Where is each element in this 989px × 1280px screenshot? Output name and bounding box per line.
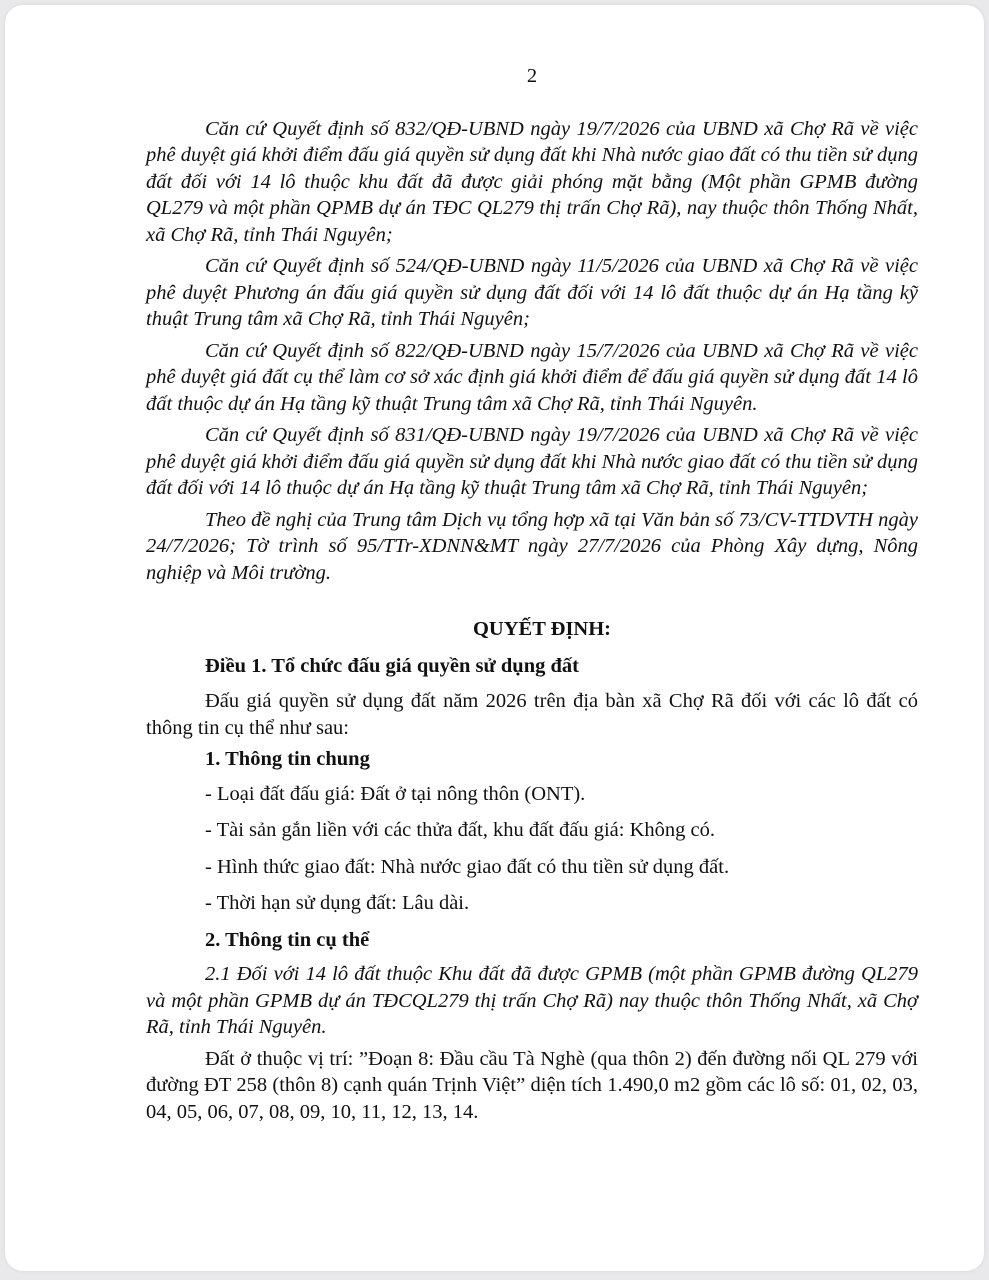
document-body (146, 63, 918, 1130)
document-page (5, 5, 984, 1271)
location-paragraph: Đất ở thuộc vị trí: ”Đoạn 8: Đầu cầu Tà Nghè (qua thôn 2) đến đường nối QL 279 với đường ĐT 258 (thôn 8) cạnh quán Trịnh Việt” diện tích 1.490,0 m2 gồm các lô số: 01, 02, 03, 04, 05, 06, 07, 08, 09, 10, 11, 12, 13, 14. (146, 1047, 918, 1123)
preamble-paragraph-5: Theo đề nghị của Trung tâm Dịch vụ tổng hợp xã tại Văn bản số 73/CV-TTDVTH ngày 24/7/2026; Tờ trình số 95/TTr-XDNN&MT ngày 27/7/2026 của Phòng Xây dựng, Nông nghiệp và Môi trường. (146, 508, 918, 584)
preamble-paragraph-3: Căn cứ Quyết định số 822/QĐ-UBND ngày 15/7/2026 của UBND xã Chợ Rã về việc phê duyệt giá đất cụ thể làm cơ sở xác định giá khởi điểm để đấu giá quyền sử dụng đất 14 lô đất thuộc dự án Hạ tầng kỹ thuật Trung tâm xã Chợ Rã, tỉnh Thái Nguyên. (146, 339, 918, 415)
section-2-1-paragraph: 2.1 Đối với 14 lô đất thuộc Khu đất đã được GPMB (một phần GPMB đường QL279 và một phần GPMB dự án TĐCQL279 thị trấn Chợ Rã) nay thuộc thôn Thống Nhất, xã Chợ Rã, tỉnh Thái Nguyên. (146, 963, 918, 1038)
article-1-title: Điều 1. Tổ chức đấu giá quyền sử dụng đất (205, 654, 579, 677)
article-1-intro: Đấu giá quyền sử dụng đất năm 2026 trên địa bàn xã Chợ Rã đối với các lô đất có thông tin cụ thể như sau: (146, 690, 918, 739)
general-info-item: - Hình thức giao đất: Nhà nước giao đất có thu tiền sử dụng đất. (205, 855, 730, 878)
page-number: 2 (526, 65, 538, 87)
preamble-paragraph-1: Căn cứ Quyết định số 832/QĐ-UBND ngày 19/7/2026 của UBND xã Chợ Rã về việc phê duyệt giá khởi điểm đấu giá quyền sử dụng đất khi Nhà nước giao đất có thu tiền sử dụng đất đối với 14 lô thuộc khu đất đã được giải phóng mặt bằng (Một phần GPMB đường QL279 và một phần QPMB dự án TĐC QL279 thị trấn Chợ Rã), nay thuộc thôn Thống Nhất, xã Chợ Rã, tỉnh Thái Nguyên; (146, 117, 918, 246)
section-2-title: 2. Thông tin cụ thể (205, 928, 370, 951)
preamble-paragraph-2: Căn cứ Quyết định số 524/QĐ-UBND ngày 11/5/2026 của UBND xã Chợ Rã về việc phê duyệt Phương án đấu giá quyền sử dụng đất đối với 14 lô đất thuộc dự án Hạ tầng kỹ thuật Trung tâm xã Chợ Rã, tỉnh Thái Nguyên; (146, 255, 918, 330)
section-1-title: 1. Thông tin chung (205, 748, 370, 770)
general-info-item: - Tài sản gắn liền với các thửa đất, khu đất đấu giá: Không có. (205, 819, 716, 841)
general-info-item: - Loại đất đấu giá: Đất ở tại nông thôn (ONT). (205, 782, 586, 805)
general-info-item: - Thời hạn sử dụng đất: Lâu dài. (205, 892, 470, 914)
decision-heading: QUYẾT ĐỊNH: (472, 618, 611, 640)
preamble-paragraph-4: Căn cứ Quyết định số 831/QĐ-UBND ngày 19/7/2026 của UBND xã Chợ Rã về việc phê duyệt giá khởi điểm đấu giá quyền sử dụng đất khi Nhà nước giao đất có thu tiền sử dụng đất đối với 14 lô thuộc dự án Hạ tầng kỹ thuật Trung tâm xã Chợ Rã, tỉnh Thái Nguyên; (146, 424, 918, 499)
